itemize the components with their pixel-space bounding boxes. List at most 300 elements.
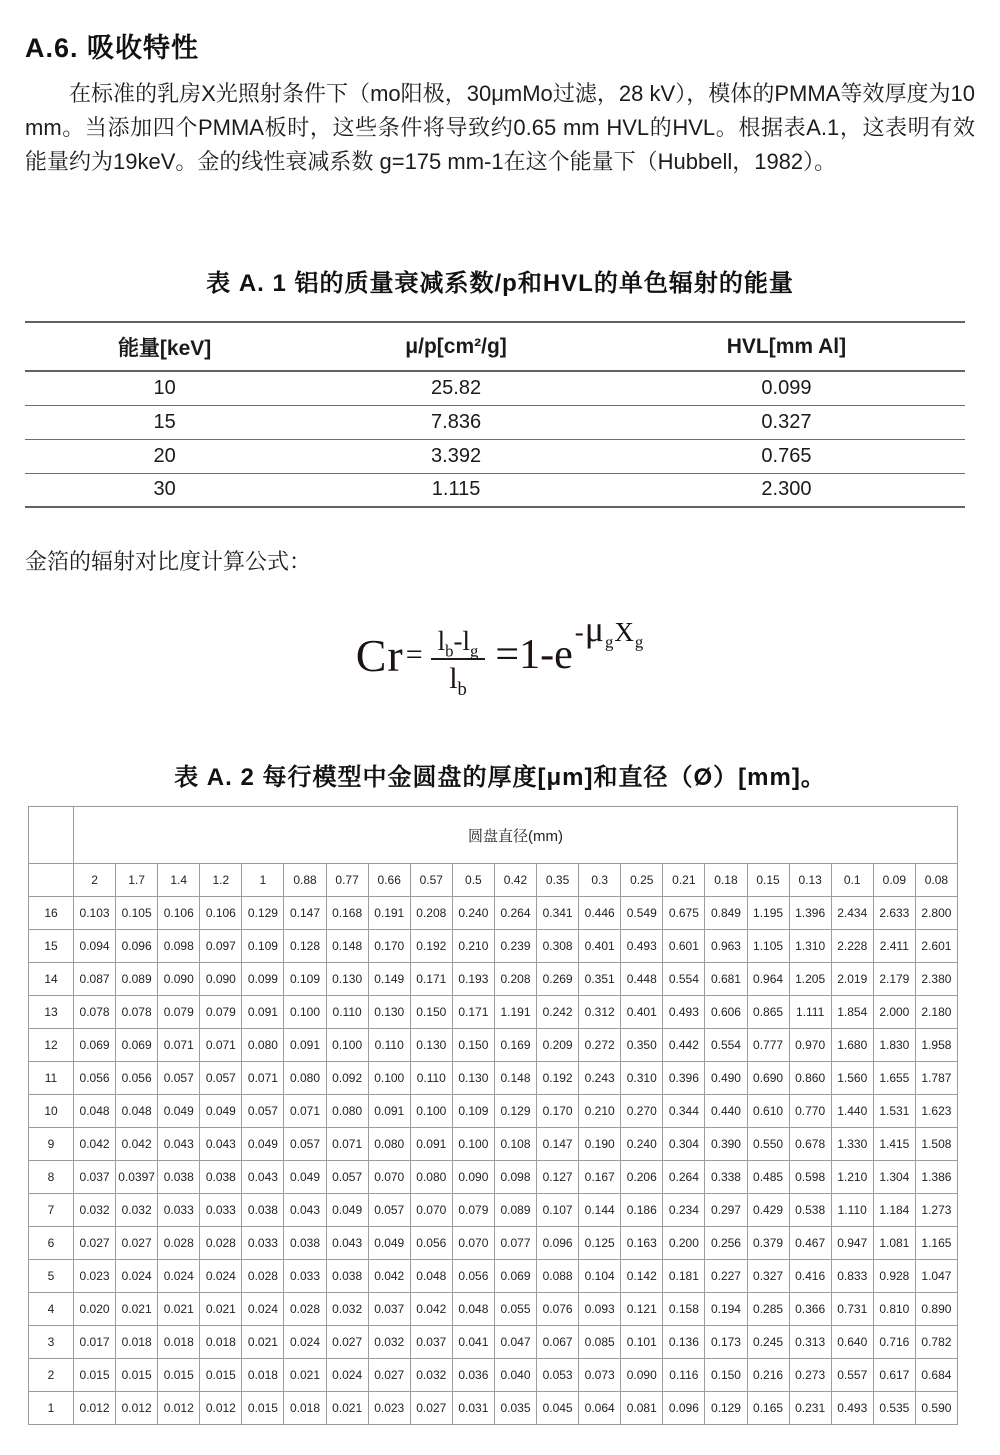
cell: 0.557 [831, 1359, 873, 1392]
cell: 0.024 [158, 1260, 200, 1293]
cell: 0.684 [915, 1359, 957, 1392]
cell: 0.109 [452, 1095, 494, 1128]
cell: 0.129 [494, 1095, 536, 1128]
table-row [29, 1194, 958, 1227]
table-row [29, 1095, 958, 1128]
cell: 0.038 [242, 1194, 284, 1227]
cell: 0.033 [284, 1260, 326, 1293]
cell: 0.096 [663, 1392, 705, 1425]
cell: 0.209 [537, 1029, 579, 1062]
cell: 0.550 [747, 1128, 789, 1161]
cell: 0.109 [242, 930, 284, 963]
cell: 0.170 [537, 1095, 579, 1128]
cell: 7 [29, 1194, 74, 1227]
cell: 0.493 [663, 996, 705, 1029]
cell: 0.186 [621, 1194, 663, 1227]
cell: 0.079 [158, 996, 200, 1029]
cell: 1.560 [831, 1062, 873, 1095]
table-a1-header-row [25, 322, 965, 371]
cell: 0.038 [326, 1260, 368, 1293]
cell: 0.018 [116, 1326, 158, 1359]
formula-equals: = [405, 638, 423, 671]
table-a2 [28, 806, 958, 1425]
cell: 1.415 [873, 1128, 915, 1161]
cell: 0.770 [789, 1095, 831, 1128]
cell: 0.035 [494, 1392, 536, 1425]
cell: 2.019 [831, 963, 873, 996]
cell: 0.018 [242, 1359, 284, 1392]
cell: 0.310 [621, 1062, 663, 1095]
cell: 0.049 [158, 1095, 200, 1128]
cell: 0.210 [579, 1095, 621, 1128]
cell: 0.055 [494, 1293, 536, 1326]
table-row [29, 1128, 958, 1161]
cell: 0.234 [663, 1194, 705, 1227]
cell: 0.442 [663, 1029, 705, 1062]
cell: 1 [242, 864, 284, 897]
cell: 0.240 [452, 897, 494, 930]
cell: 0.015 [200, 1359, 242, 1392]
cell: 0.091 [242, 996, 284, 1029]
cell: 0.210 [452, 930, 494, 963]
cell: 0.067 [537, 1326, 579, 1359]
cell: 0.42 [494, 864, 536, 897]
cell: 0.094 [74, 930, 116, 963]
cell: 0.027 [74, 1227, 116, 1260]
cell: 0.015 [116, 1359, 158, 1392]
cell: 0.100 [410, 1095, 452, 1128]
cell: 25.82 [304, 371, 608, 405]
cell: 0.947 [831, 1227, 873, 1260]
cell: 0.264 [494, 897, 536, 930]
cell: 0.538 [789, 1194, 831, 1227]
cell: 0.048 [116, 1095, 158, 1128]
cell: 0.5 [452, 864, 494, 897]
cell: 1.680 [831, 1029, 873, 1062]
cell: 0.099 [608, 371, 965, 405]
cell: 0.076 [537, 1293, 579, 1326]
cell: 1.854 [831, 996, 873, 1029]
intro-paragraph: 在标准的乳房X光照射条件下（mo阳极，30μmMo过滤，28 kV），模体的PMMA等效厚度为10 mm。当添加四个PMMA板时，这些条件将导致约0.65 mm HVL的HVL。根据表A.1，这表明有效能量约为19keV。金的线性衰减系数 g=175 mm-1在这个能量下（Hubbell，1982）。 [25, 81, 975, 174]
cell: 0.08 [915, 864, 957, 897]
cell: 0.130 [326, 963, 368, 996]
cell: 0.231 [789, 1392, 831, 1425]
cell: 0.090 [158, 963, 200, 996]
cell: 7.836 [304, 405, 608, 439]
cell: 2.601 [915, 930, 957, 963]
cell: 0.092 [326, 1062, 368, 1095]
cell: 6 [29, 1227, 74, 1260]
cell: 0.150 [410, 996, 452, 1029]
cell: 4 [29, 1293, 74, 1326]
cell: 0.142 [621, 1260, 663, 1293]
cell: 0.242 [537, 996, 579, 1029]
table-row [25, 473, 965, 507]
cell: 0.080 [410, 1161, 452, 1194]
cell: 0.485 [747, 1161, 789, 1194]
cell: 0.448 [621, 963, 663, 996]
cell: 0.110 [368, 1029, 410, 1062]
table-row [29, 1260, 958, 1293]
cell: 1.205 [789, 963, 831, 996]
cell: 0.239 [494, 930, 536, 963]
cell: 0.085 [579, 1326, 621, 1359]
cell: 0.130 [368, 996, 410, 1029]
cell: 0.312 [579, 996, 621, 1029]
cell: 0.069 [74, 1029, 116, 1062]
cell: 0.080 [326, 1095, 368, 1128]
cell: 0.015 [158, 1359, 200, 1392]
cell: 0.147 [537, 1128, 579, 1161]
cell: 0.028 [200, 1227, 242, 1260]
group-header-row [29, 807, 958, 864]
cell: 0.091 [368, 1095, 410, 1128]
cell: 0.194 [705, 1293, 747, 1326]
cell: 0.106 [158, 897, 200, 930]
cell: 0.833 [831, 1260, 873, 1293]
cell: 0.024 [284, 1326, 326, 1359]
cell: 1.111 [789, 996, 831, 1029]
cell: 1.531 [873, 1095, 915, 1128]
cell: 0.071 [326, 1128, 368, 1161]
cell: 0.264 [663, 1161, 705, 1194]
cell: 0.024 [116, 1260, 158, 1293]
cell: 0.15 [747, 864, 789, 897]
cell: 1.110 [831, 1194, 873, 1227]
cell: 0.690 [747, 1062, 789, 1095]
cell: 0.313 [789, 1326, 831, 1359]
cell: 0.327 [747, 1260, 789, 1293]
cell: 0.107 [537, 1194, 579, 1227]
cell: 0.078 [116, 996, 158, 1029]
cell: 0.18 [705, 864, 747, 897]
cell: 2.434 [831, 897, 873, 930]
cell: 0.032 [368, 1326, 410, 1359]
cell: 0.467 [789, 1227, 831, 1260]
cell: 0.128 [284, 930, 326, 963]
cell: 0.033 [242, 1227, 284, 1260]
cell: 0.032 [116, 1194, 158, 1227]
cell: 0.057 [158, 1062, 200, 1095]
cell: 0.256 [705, 1227, 747, 1260]
cell: 0.379 [747, 1227, 789, 1260]
cell: 0.350 [621, 1029, 663, 1062]
cell: 0.012 [200, 1392, 242, 1425]
cell: 1 [29, 1392, 74, 1425]
cell: 0.018 [284, 1392, 326, 1425]
cell: 0.366 [789, 1293, 831, 1326]
cell: 0.080 [284, 1062, 326, 1095]
cell: 0.043 [242, 1161, 284, 1194]
cell: 0.860 [789, 1062, 831, 1095]
cell: 2.179 [873, 963, 915, 996]
cell: 0.308 [537, 930, 579, 963]
cell: 0.88 [284, 864, 326, 897]
cell: 0.097 [200, 930, 242, 963]
cell: 0.640 [831, 1326, 873, 1359]
cell: 0.021 [284, 1359, 326, 1392]
cell: 0.21 [663, 864, 705, 897]
cell: 0.096 [116, 930, 158, 963]
cell: 0.227 [705, 1260, 747, 1293]
cell: 0.13 [789, 864, 831, 897]
cell: 0.106 [200, 897, 242, 930]
cell: 3 [29, 1326, 74, 1359]
cell: 1.2 [200, 864, 242, 897]
table-a2-body [29, 807, 958, 1425]
cell: 1.958 [915, 1029, 957, 1062]
cell: 0.021 [158, 1293, 200, 1326]
cell: 能量[keV] [25, 322, 304, 371]
cell: 0.243 [579, 1062, 621, 1095]
cell: 0.100 [326, 1029, 368, 1062]
cell: 0.032 [410, 1359, 452, 1392]
cell: 0.024 [242, 1293, 284, 1326]
cell: 1.191 [494, 996, 536, 1029]
cell: 0.057 [242, 1095, 284, 1128]
cell: 0.038 [158, 1161, 200, 1194]
cell: 0.171 [410, 963, 452, 996]
cell: 0.165 [747, 1392, 789, 1425]
cell: 0.049 [284, 1161, 326, 1194]
cell: 0.446 [579, 897, 621, 930]
table-row [29, 1029, 958, 1062]
cell: 0.087 [74, 963, 116, 996]
cell: 20 [25, 439, 304, 473]
cell: 0.129 [705, 1392, 747, 1425]
contrast-formula [25, 605, 975, 705]
cell: 0.245 [747, 1326, 789, 1359]
cell: 2.633 [873, 897, 915, 930]
cell: 0.031 [452, 1392, 494, 1425]
fraction-denominator: $l_b$ [449, 662, 467, 700]
cell: 0.35 [537, 864, 579, 897]
cell: 0.037 [368, 1293, 410, 1326]
cell: 0.098 [494, 1161, 536, 1194]
cell: 0.678 [789, 1128, 831, 1161]
cell: 0.012 [74, 1392, 116, 1425]
cell: 0.158 [663, 1293, 705, 1326]
cell: 0.190 [579, 1128, 621, 1161]
table-row [25, 405, 965, 439]
cell: 0.490 [705, 1062, 747, 1095]
cell: 0.057 [284, 1128, 326, 1161]
cell: 0.023 [368, 1392, 410, 1425]
cell: 1.273 [915, 1194, 957, 1227]
cell: 0.037 [74, 1161, 116, 1194]
cell: 13 [29, 996, 74, 1029]
cell: 0.193 [452, 963, 494, 996]
cell: 0.272 [579, 1029, 621, 1062]
cell: 0.598 [789, 1161, 831, 1194]
cell: 0.049 [326, 1194, 368, 1227]
cell: 0.171 [452, 996, 494, 1029]
cell: 0.110 [410, 1062, 452, 1095]
cell: 0.121 [621, 1293, 663, 1326]
cell: 2.380 [915, 963, 957, 996]
cell: 0.129 [242, 897, 284, 930]
cell: 0.148 [494, 1062, 536, 1095]
cell: 0.033 [158, 1194, 200, 1227]
cell: 0.018 [158, 1326, 200, 1359]
cell: 0.341 [537, 897, 579, 930]
cell: 0.401 [579, 930, 621, 963]
cell: 3.392 [304, 439, 608, 473]
table-row [29, 963, 958, 996]
cell: 0.173 [705, 1326, 747, 1359]
cell: 0.079 [200, 996, 242, 1029]
cell: 0.731 [831, 1293, 873, 1326]
cell: 0.240 [621, 1128, 663, 1161]
cell: 0.103 [74, 897, 116, 930]
cell: 0.043 [284, 1194, 326, 1227]
table-row [29, 1227, 958, 1260]
cell: 1.396 [789, 897, 831, 930]
cell: 1.115 [431, 478, 481, 501]
cell: 0.057 [200, 1062, 242, 1095]
cell: 0.396 [663, 1062, 705, 1095]
cell: 0.057 [326, 1161, 368, 1194]
formula-fraction [431, 626, 486, 700]
cell: 0.716 [873, 1326, 915, 1359]
cell: 0.554 [663, 963, 705, 996]
cell: 0.064 [579, 1392, 621, 1425]
cell: 1.310 [789, 930, 831, 963]
cell: 0.047 [494, 1326, 536, 1359]
formula-mid: =1-e [495, 632, 573, 678]
cell: 0.088 [537, 1260, 579, 1293]
cell: 0.168 [326, 897, 368, 930]
cell: 0.549 [621, 897, 663, 930]
cell: 0.049 [200, 1095, 242, 1128]
cell: 0.09 [873, 864, 915, 897]
cell: 0.270 [621, 1095, 663, 1128]
cell: 0.104 [579, 1260, 621, 1293]
cell: 1.081 [873, 1227, 915, 1260]
cell: 0.765 [608, 439, 965, 473]
cell: 0.327 [608, 405, 965, 439]
cell: 2 [74, 864, 116, 897]
cell: 0.028 [242, 1260, 284, 1293]
cell: 0.028 [158, 1227, 200, 1260]
cell: 0.090 [200, 963, 242, 996]
cell: 0.021 [326, 1392, 368, 1425]
cell: 0.043 [326, 1227, 368, 1260]
cell: 0.033 [200, 1194, 242, 1227]
cell: 0.167 [579, 1161, 621, 1194]
cell: 0.042 [410, 1293, 452, 1326]
cell: 0.090 [621, 1359, 663, 1392]
cell: 0.049 [242, 1128, 284, 1161]
cell: 0.130 [410, 1029, 452, 1062]
cell: 1.7 [116, 864, 158, 897]
cell: 0.080 [368, 1128, 410, 1161]
cell: 0.078 [74, 996, 116, 1029]
cell: 0.200 [663, 1227, 705, 1260]
cell: 1.105 [747, 930, 789, 963]
cell: 0.606 [705, 996, 747, 1029]
table-a1 [25, 321, 965, 508]
cell: 0.116 [663, 1359, 705, 1392]
cell: 0.590 [915, 1392, 957, 1425]
cell: 0.091 [284, 1029, 326, 1062]
cell: 0.042 [74, 1128, 116, 1161]
cell: 0.043 [158, 1128, 200, 1161]
cell: 0.091 [410, 1128, 452, 1161]
cell: 0.148 [326, 930, 368, 963]
table-row [29, 1161, 958, 1194]
cell: 0.681 [705, 963, 747, 996]
cell: 0.150 [705, 1359, 747, 1392]
cell: 0.077 [494, 1227, 536, 1260]
cell: 0.069 [494, 1260, 536, 1293]
cell: 0.273 [789, 1359, 831, 1392]
cell: 0.048 [74, 1095, 116, 1128]
cell: 0.610 [747, 1095, 789, 1128]
cell: 1.623 [915, 1095, 957, 1128]
cell: 0.038 [284, 1227, 326, 1260]
cell: 0.110 [326, 996, 368, 1029]
cell: 1.508 [915, 1128, 957, 1161]
cell: 0.149 [368, 963, 410, 996]
cell: 0.070 [452, 1227, 494, 1260]
cell: 0.079 [452, 1194, 494, 1227]
cell: 0.108 [494, 1128, 536, 1161]
cell: 0.012 [158, 1392, 200, 1425]
cell: 0.338 [705, 1161, 747, 1194]
cell: 0.015 [242, 1392, 284, 1425]
cell: 0.191 [368, 897, 410, 930]
cell: 1.304 [873, 1161, 915, 1194]
cell: 0.163 [621, 1227, 663, 1260]
cell: 0.170 [368, 930, 410, 963]
cell: 0.024 [326, 1359, 368, 1392]
cell: 0.099 [242, 963, 284, 996]
cell: 16 [29, 897, 74, 930]
cell: 0.089 [494, 1194, 536, 1227]
cell: 0.020 [74, 1293, 116, 1326]
cell: 0.109 [284, 963, 326, 996]
cell: 5 [29, 1260, 74, 1293]
cell: 0.048 [452, 1293, 494, 1326]
cell: 0.071 [200, 1029, 242, 1062]
cell: 0.127 [537, 1161, 579, 1194]
cell: 1.184 [873, 1194, 915, 1227]
cell: 2.228 [831, 930, 873, 963]
cell: 0.036 [452, 1359, 494, 1392]
cell: 0.390 [705, 1128, 747, 1161]
cell: 0.048 [410, 1260, 452, 1293]
cell: 12 [29, 1029, 74, 1062]
cell: 0.098 [158, 930, 200, 963]
cell: 0.042 [116, 1128, 158, 1161]
cell: 1.386 [915, 1161, 957, 1194]
cell: 0.023 [74, 1260, 116, 1293]
cell: 1.655 [873, 1062, 915, 1095]
table-row [29, 1359, 958, 1392]
cell: 0.089 [116, 963, 158, 996]
table-row [25, 371, 965, 405]
formula-exponent: $-\mu_gX_g$ [574, 609, 645, 652]
cell: 0.285 [747, 1293, 789, 1326]
cell: 0.601 [663, 930, 705, 963]
table-a1-title: 表 A. 1 铝的质量衰减系数/p和HVL的单色辐射的能量 [206, 270, 794, 297]
cell: 1.440 [831, 1095, 873, 1128]
cell: 0.073 [579, 1359, 621, 1392]
cell: 0.617 [873, 1359, 915, 1392]
diameter-header-row [29, 864, 958, 897]
cell: 30 [153, 478, 176, 501]
